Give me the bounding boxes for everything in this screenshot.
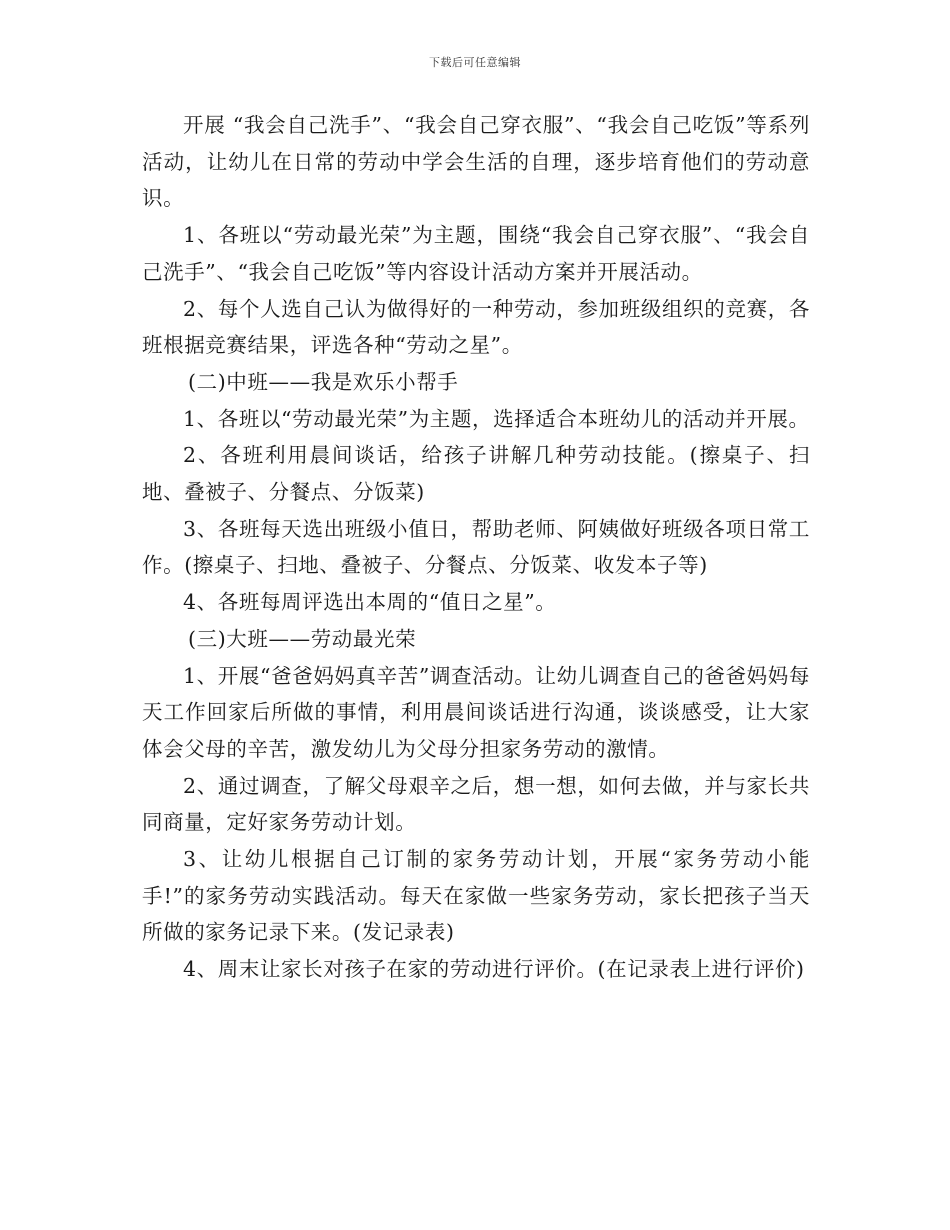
paragraph-large-class-item-3: 3、让幼儿根据自己订制的家务劳动计划，开展“家务劳动小能手!”的家务劳动实践活动。每天在家做一些家务劳动，家长把孩子当天所做的家务记录下来。(发记录表) — [142, 847, 810, 945]
paragraph-large-class-item-2: 2、通过调查，了解父母艰辛之后，想一想，如何去做，并与家长共同商量，定好家务劳动计划。 — [142, 773, 810, 835]
section-heading-middle-class: (二)中班——我是欢乐小帮手 — [188, 369, 459, 394]
paragraph-middle-class-item-3: 3、各班每天选出班级小值日，帮助老师、阿姨做好班级各项日常工作。(擦桌子、扫地、叠被子、分餐点、分饭菜、收发本子等) — [142, 516, 810, 578]
header-note: 下载后可任意编辑 — [429, 56, 521, 69]
paragraph-middle-class-item-4: 4、各班每周评选出本周的“值日之星”。 — [183, 590, 557, 615]
paragraph-small-class-item-2: 2、每个人选自己认为做得好的一种劳动，参加班级组织的竞赛，各班根据竞赛结果，评选各种“劳动之星”。 — [142, 296, 810, 358]
paragraph-large-class-item-4: 4、周末让家长对孩子在家的劳动进行评价。(在记录表上进行评价) — [183, 957, 805, 982]
paragraph-intro: 开展 “我会自己洗手”、“我会自己穿衣服”、“我会自己吃饭”等系列活动，让幼儿在日常的劳动中学会生活的自理，逐步培育他们的劳动意识。 — [142, 113, 810, 211]
paragraph-middle-class-item-2: 2、各班利用晨间谈话，给孩子讲解几种劳动技能。(擦桌子、扫地、叠被子、分餐点、分饭菜) — [142, 443, 810, 505]
document-body — [142, 107, 810, 988]
paragraph-middle-class-item-1: 1、各班以“劳动最光荣”为主题，选择适合本班幼儿的活动并开展。 — [183, 406, 810, 431]
section-heading-large-class: (三)大班——劳动最光荣 — [188, 626, 417, 651]
paragraph-large-class-item-1: 1、开展“爸爸妈妈真辛苦”调查活动。让幼儿调查自己的爸爸妈妈每天工作回家后所做的事情，利用晨间谈话进行沟通，谈谈感受，让大家体会父母的辛苦，激发幼儿为父母分担家务劳动的激情。 — [142, 663, 810, 761]
paragraph-small-class-item-1: 1、各班以“劳动最光荣”为主题，围绕“我会自己穿衣服”、“我会自己洗手”、“我会自己吃饭”等内容设计活动方案并开展活动。 — [142, 223, 810, 284]
